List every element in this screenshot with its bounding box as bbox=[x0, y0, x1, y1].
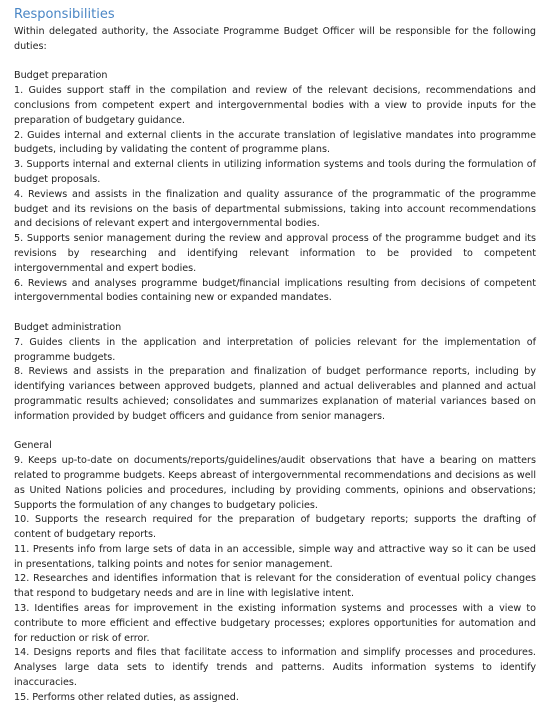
duty-item: 3. Supports internal and external clients in utilizing information systems and tools during the formulation of budget proposals. bbox=[14, 159, 536, 185]
duty-item: 6. Reviews and analyses programme budget/financial implications resulting from decisions of competent intergovernmental bodies containing new or expanded mandates. bbox=[14, 277, 536, 304]
duty-item: 2. Guides internal and external clients in the accurate translation of legislative mandates into programme budgets, including by validating the content of programme plans. bbox=[14, 129, 536, 156]
duty-item: 5. Supports senior management during the review and approval process of the programme budget and its revisions by researching and identifying relevant information to be provided to competent intergovernmental and expert bodies. bbox=[14, 233, 536, 274]
duty-item: 10. Supports the research required for the preparation of budgetary reports; supports the drafting of content of budgetary reports. bbox=[14, 514, 536, 541]
section-budget-administration bbox=[14, 321, 536, 425]
section-heading: Responsibilities bbox=[14, 7, 115, 22]
duty-item: 11. Presents info from large sets of data in an accessible, simple way and attractive way so it can be used in presentations, talking points and notes for senior management. bbox=[14, 543, 536, 570]
section-title: General bbox=[14, 440, 52, 452]
duty-item: 7. Guides clients in the application and interpretation of policies relevant for the implementation of programme budgets. bbox=[14, 336, 536, 363]
section-title: Budget preparation bbox=[14, 70, 108, 82]
section-budget-preparation bbox=[14, 69, 536, 306]
section-general bbox=[14, 439, 536, 705]
duty-item: 8. Reviews and assists in the preparation and finalization of budget performance reports, including by identifying variances between approved budgets, planned and actual deliverables and planned and actual programmatic results achieved; consolidates and summarizes explanation of material variances based on information provided by budget officers and guidance from senior managers. bbox=[14, 366, 536, 422]
duty-item: 4. Reviews and assists in the finalization and quality assurance of the programmatic of the programme budget and its revisions on the basis of departmental submissions, taking into account recommendations and decisions of relevant expert and intergovernmental bodies. bbox=[14, 188, 536, 230]
intro-paragraph: Within delegated authority, the Associate Programme Budget Officer will be responsible for the following duties: bbox=[14, 26, 536, 52]
duty-item: 13. Identifies areas for improvement in the existing information systems and processes with a view to contribute to more efficient and effective budgetary processes; explores opportunities for automation and for reduction or risk of error. bbox=[14, 603, 536, 644]
duty-item: 15. Performs other related duties, as assigned. bbox=[14, 691, 239, 703]
duty-item: 9. Keeps up-to-date on documents/reports/guidelines/audit observations that have a bearing on matters related to programme budgets. Keeps abreast of intergovernmental recommendations and decisions as well as United Nations policies and procedures, including by providing comments, opinions and observations; Supports the formulation of any changes to budgetary policies. bbox=[14, 455, 536, 511]
duty-item: 1. Guides support staff in the compilation and review of the relevant decisions, recommendations and conclusions from competent expert and intergovernmental bodies with a view to provide inputs for the preparation of budgetary guidance. bbox=[14, 85, 536, 126]
duty-item: 12. Researches and identifies information that is relevant for the consideration of eventual policy changes that respond to budgetary needs and are in line with legislative intent. bbox=[14, 573, 536, 600]
section-title: Budget administration bbox=[14, 321, 122, 333]
duty-item: 14. Designs reports and files that facilitate access to information and simplify processes and procedures. Analyses large data sets to identify trends and patterns. Audits information systems to identify inaccuracies. bbox=[14, 647, 536, 689]
